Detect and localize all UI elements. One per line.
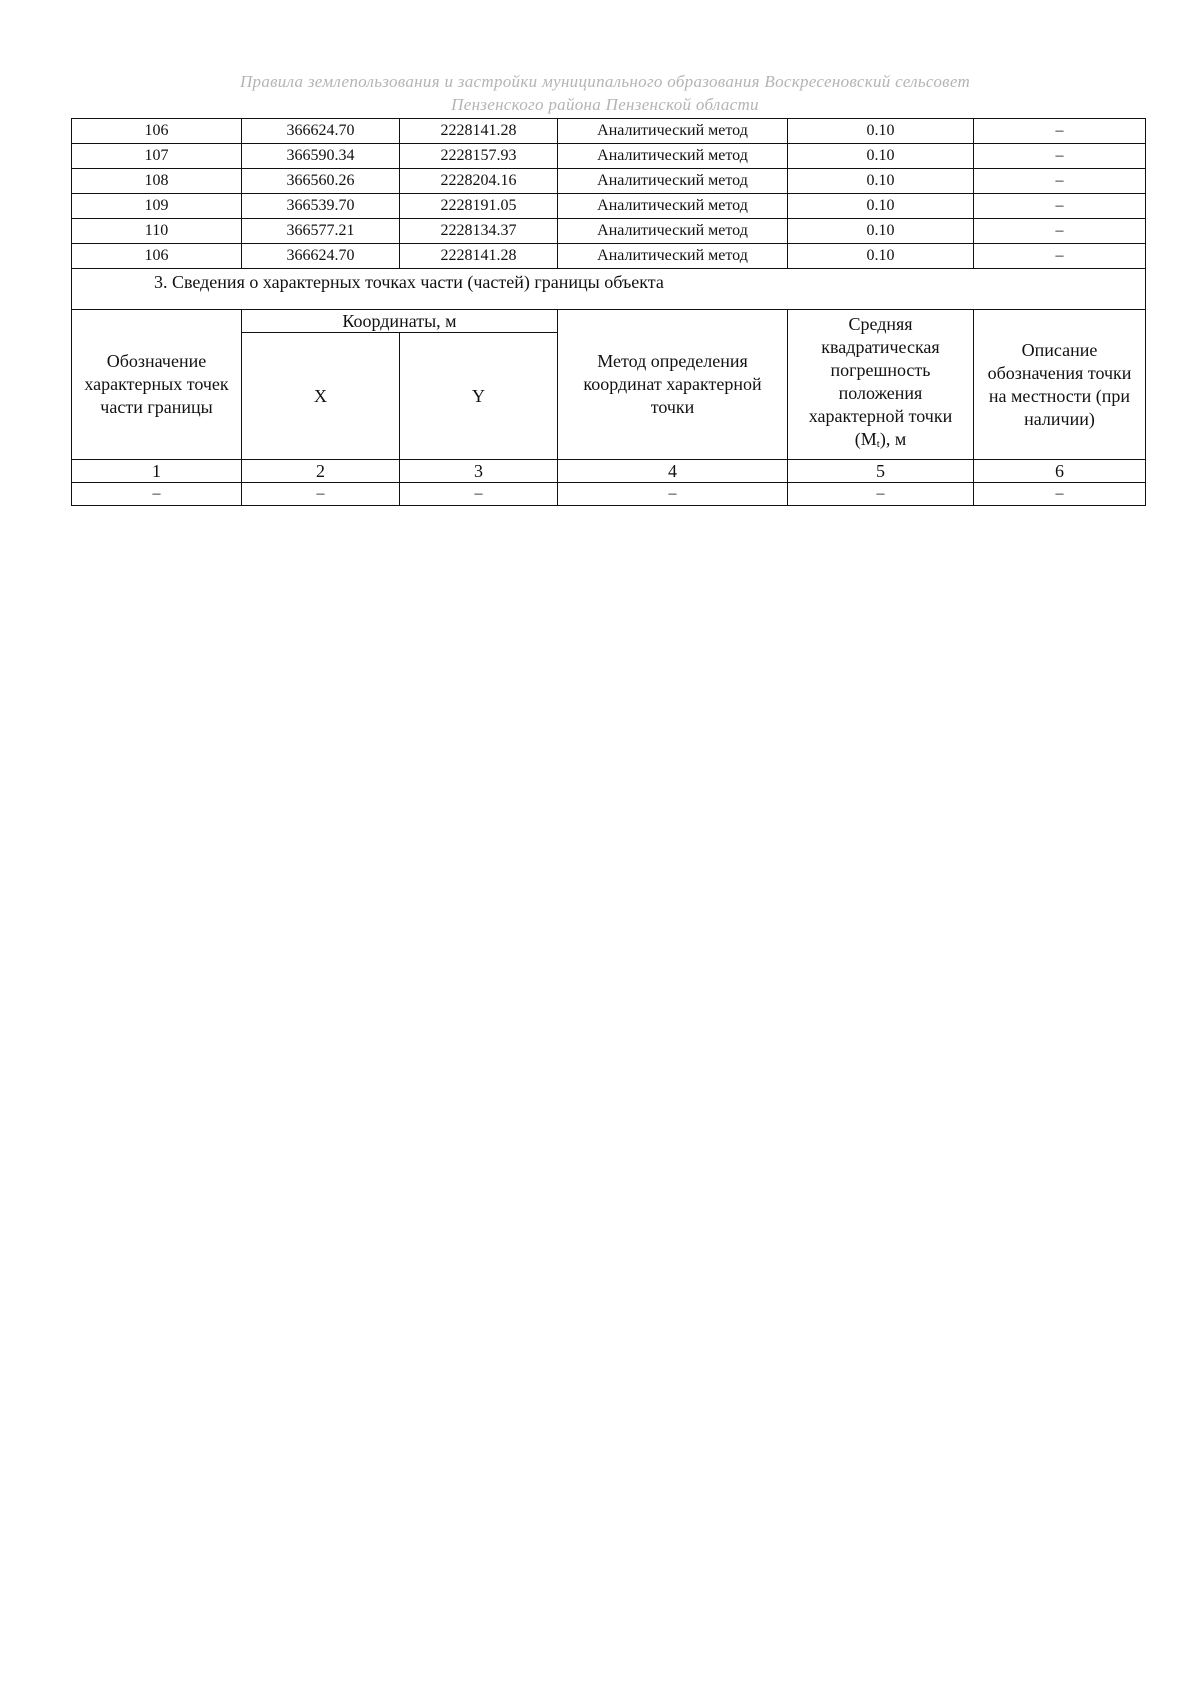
empty-cell: – — [400, 483, 558, 506]
x-coordinate-cell: 366590.34 — [242, 144, 400, 169]
description-cell: – — [974, 144, 1146, 169]
table-header-row — [72, 310, 1146, 333]
point-number-cell: 106 — [72, 119, 242, 144]
x-coordinate-cell: 366577.21 — [242, 219, 400, 244]
empty-cell: – — [974, 483, 1146, 506]
empty-cell: – — [558, 483, 788, 506]
description-cell: – — [974, 119, 1146, 144]
section-title-row — [72, 269, 1146, 310]
header-point-designation: Обозначение характерных точек части границы — [72, 310, 242, 460]
header-line-1: Правила землепользования и застройки муниципального образования Воскресеновский сельсовет — [239, 72, 971, 91]
y-coordinate-cell: 2228141.28 — [400, 244, 558, 269]
table-row — [72, 483, 1146, 506]
point-number-cell: 108 — [72, 169, 242, 194]
table-row — [72, 119, 1146, 144]
column-number: 2 — [242, 460, 400, 483]
header-y: Y — [400, 333, 558, 460]
y-coordinate-cell: 2228204.16 — [400, 169, 558, 194]
table-row — [72, 169, 1146, 194]
y-coordinate-cell: 2228191.05 — [400, 194, 558, 219]
error-cell: 0.10 — [788, 244, 974, 269]
empty-cell: – — [72, 483, 242, 506]
column-number: 1 — [72, 460, 242, 483]
y-coordinate-cell: 2228141.28 — [400, 119, 558, 144]
point-number-cell: 110 — [72, 219, 242, 244]
header-error-text: Средняя квадратическая погрешность положения характерной точки (M — [808, 314, 953, 449]
method-cell: Аналитический метод — [558, 144, 788, 169]
empty-cell: – — [788, 483, 974, 506]
description-cell: – — [974, 194, 1146, 219]
header-coordinates-group: Координаты, м — [242, 310, 558, 333]
point-number-cell: 106 — [72, 244, 242, 269]
x-coordinate-cell: 366560.26 — [242, 169, 400, 194]
description-cell: – — [974, 169, 1146, 194]
table-row — [72, 244, 1146, 269]
error-cell: 0.10 — [788, 194, 974, 219]
coordinates-table — [71, 118, 1146, 506]
header-method: Метод определения координат характерной точки — [558, 310, 788, 460]
y-coordinate-cell: 2228134.37 — [400, 219, 558, 244]
header-mean-square-error — [788, 310, 974, 460]
header-x: X — [242, 333, 400, 460]
description-cell: – — [974, 219, 1146, 244]
header-error-tail: ), м — [879, 429, 907, 449]
description-cell: – — [974, 244, 1146, 269]
point-number-cell: 107 — [72, 144, 242, 169]
header-error-subscript: t — [876, 438, 880, 450]
y-coordinate-cell: 2228157.93 — [400, 144, 558, 169]
table-row — [72, 219, 1146, 244]
column-number: 6 — [974, 460, 1146, 483]
error-cell: 0.10 — [788, 144, 974, 169]
header-line-2: Пензенского района Пензенской области — [451, 95, 759, 114]
column-number: 4 — [558, 460, 788, 483]
column-number: 3 — [400, 460, 558, 483]
error-cell: 0.10 — [788, 169, 974, 194]
table-row — [72, 144, 1146, 169]
column-number: 5 — [788, 460, 974, 483]
column-number-row — [72, 460, 1146, 483]
method-cell: Аналитический метод — [558, 194, 788, 219]
method-cell: Аналитический метод — [558, 169, 788, 194]
table-row — [72, 194, 1146, 219]
header-description: Описание обозначения точки на местности (при наличии) — [974, 310, 1146, 460]
page-header — [70, 70, 1140, 116]
section-title: 3. Сведения о характерных точках части (частей) границы объекта — [72, 269, 1146, 310]
error-cell: 0.10 — [788, 119, 974, 144]
method-cell: Аналитический метод — [558, 119, 788, 144]
point-number-cell: 109 — [72, 194, 242, 219]
empty-cell: – — [242, 483, 400, 506]
x-coordinate-cell: 366539.70 — [242, 194, 400, 219]
x-coordinate-cell: 366624.70 — [242, 244, 400, 269]
x-coordinate-cell: 366624.70 — [242, 119, 400, 144]
method-cell: Аналитический метод — [558, 244, 788, 269]
method-cell: Аналитический метод — [558, 219, 788, 244]
error-cell: 0.10 — [788, 219, 974, 244]
